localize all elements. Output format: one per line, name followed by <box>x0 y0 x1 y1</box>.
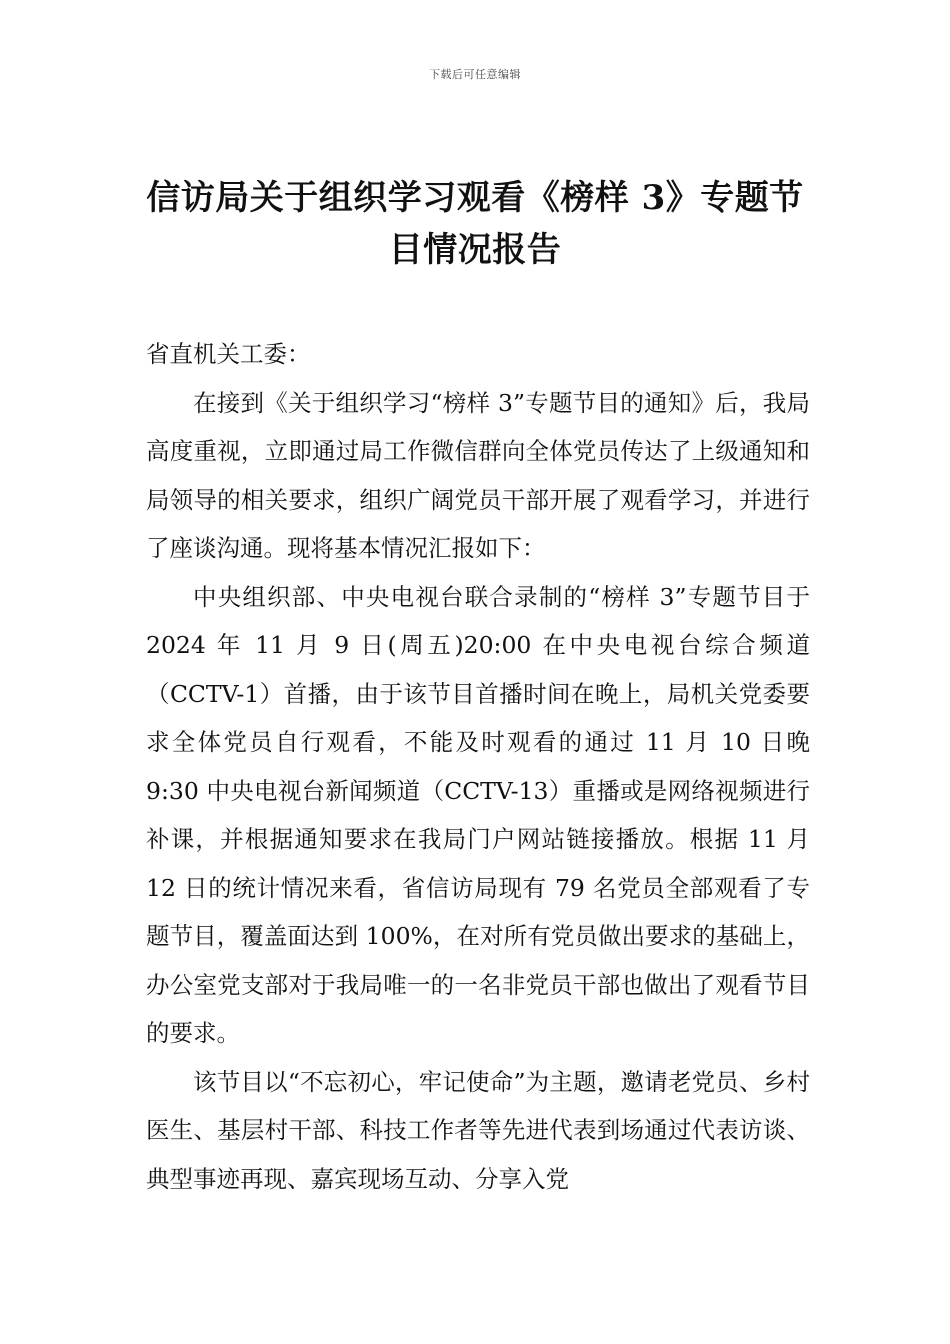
paragraph-1: 在接到《关于组织学习“榜样 3”专题节目的通知》后，我局高度重视，立即通过局工作微信群向全体党员传达了上级通知和局领导的相关要求，组织广阔党员干部开展了观看学习，并进行了座谈沟通。现将基本情况汇报如下： <box>146 388 810 562</box>
paragraph-3: 该节目以“不忘初心，牢记使命”为主题，邀请老党员、乡村医生、基层村干部、科技工作者等先进代表到场通过代表访谈、典型事迹再现、嘉宾现场互动、分享入党 <box>146 1067 810 1193</box>
document-body <box>146 330 810 1203</box>
salutation: 省直机关工委： <box>146 340 311 368</box>
header-note: 下载后可任意编辑 <box>429 68 521 81</box>
document-title: 信访局关于组织学习观看《榜样 3》专题节目情况报告 <box>146 178 804 270</box>
paragraph-2: 中央组织部、中央电视台联合录制的“榜样 3”专题节目于 2024 年 11 月 9 日(周五)20:00 在中央电视台综合频道（CCTV-1）首播，由于该节目首播时间在晚上，局机关党委要求全体党员自行观看，不能及时观看的通过 11 月 10 日晚 9:30 中央电视台新闻频道（CCTV-13）重播或是网络视频进行补课，并根据通知要求在我局门户网站链接播放。根据 11 月 12 日的统计情况来看，省信访局现有 79 名党员全部观看了专题节目，覆盖面达到 100%，在对所有党员做出要求的基础上，办公室党支部对于我局唯一的一名非党员干部也做出了观看节目的要求。 <box>146 582 810 1047</box>
